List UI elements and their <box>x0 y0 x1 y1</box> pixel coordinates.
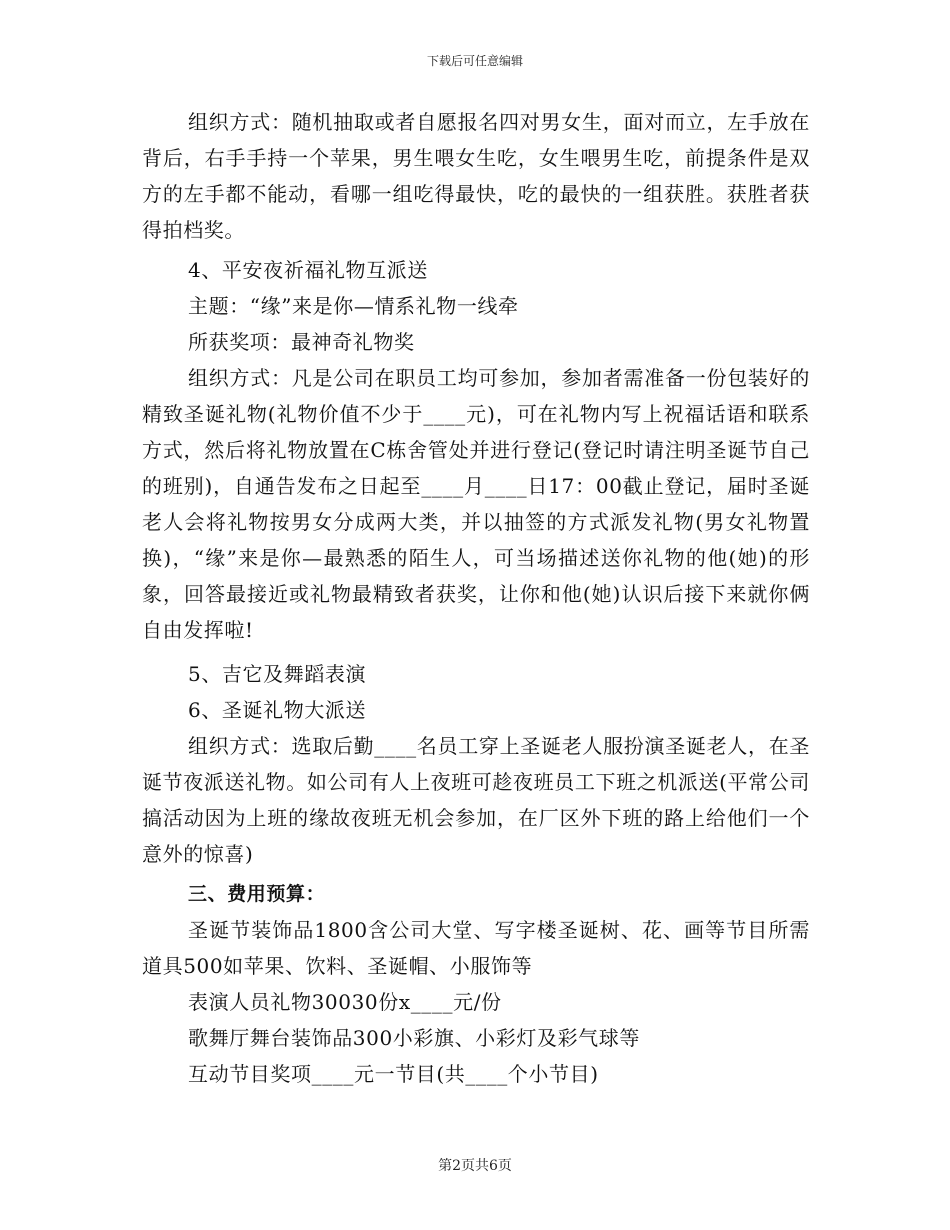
section-heading-budget: 三、费用预算： <box>188 883 326 905</box>
paragraph-organization-method-1: 组织方式：随机抽取或者自愿报名四对男女生，面对而立，左手放在背后，右手手持一个苹果，男生喂女生吃，女生喂男生吃，前提条件是双方的左手都不能动，看哪一组吃得最快，吃的最快的一组获胜。获胜者获得拍档奖。 <box>142 110 810 242</box>
page-footer: 第2页共6页 <box>438 1158 512 1174</box>
budget-stage-decorations: 歌舞厅舞台装饰品300小彩旗、小彩灯及彩气球等 <box>188 1026 640 1050</box>
document-body <box>142 104 810 1092</box>
budget-decorations: 圣诞节装饰品1800含公司大堂、写字楼圣诞树、花、画等节目所需道具500如苹果、饮料、圣诞帽、小服饰等 <box>142 918 810 978</box>
budget-performer-gifts: 表演人员礼物30030份x____元/份 <box>188 990 502 1014</box>
page-header: 下载后可任意编辑 <box>426 54 523 68</box>
list-item-4: 4、平安夜祈福礼物互派送 <box>188 258 428 282</box>
theme-line: 主题：“缘”来是你—情系礼物一线牵 <box>188 294 519 318</box>
award-line: 所获奖项：最神奇礼物奖 <box>188 330 415 354</box>
list-item-5: 5、吉它及舞蹈表演 <box>188 662 367 686</box>
list-item-6: 6、圣诞礼物大派送 <box>188 698 367 722</box>
budget-interactive-prizes: 互动节目奖项____元一节目(共____个小节目) <box>188 1062 599 1086</box>
paragraph-organization-method-3: 组织方式：选取后勤____名员工穿上圣诞老人服扮演圣诞老人，在圣诞节夜派送礼物。如公司有人上夜班可趁夜班员工下班之机派送(平常公司搞活动因为上班的缘故夜班无机会参加，在厂区外下班的路上给他们一个意外的惊喜) <box>142 734 810 866</box>
paragraph-organization-method-2: 组织方式：凡是公司在职员工均可参加，参加者需准备一份包装好的精致圣诞礼物(礼物价值不少于____元)，可在礼物内写上祝福话语和联系方式，然后将礼物放置在C栋舍管处并进行登记(登记时请注明圣诞节自己的班别)，自通告发布之日起至____月____日17：00截止登记，届时圣诞老人会将礼物按男女分成两大类，并以抽签的方式派发礼物(男女礼物置换)，“缘”来是你—最熟悉的陌生人，可当场描述送你礼物的他(她)的形象，回答最接近或礼物最精致者获奖，让你和他(她)认识后接下来就你俩自由发挥啦! <box>142 366 810 642</box>
